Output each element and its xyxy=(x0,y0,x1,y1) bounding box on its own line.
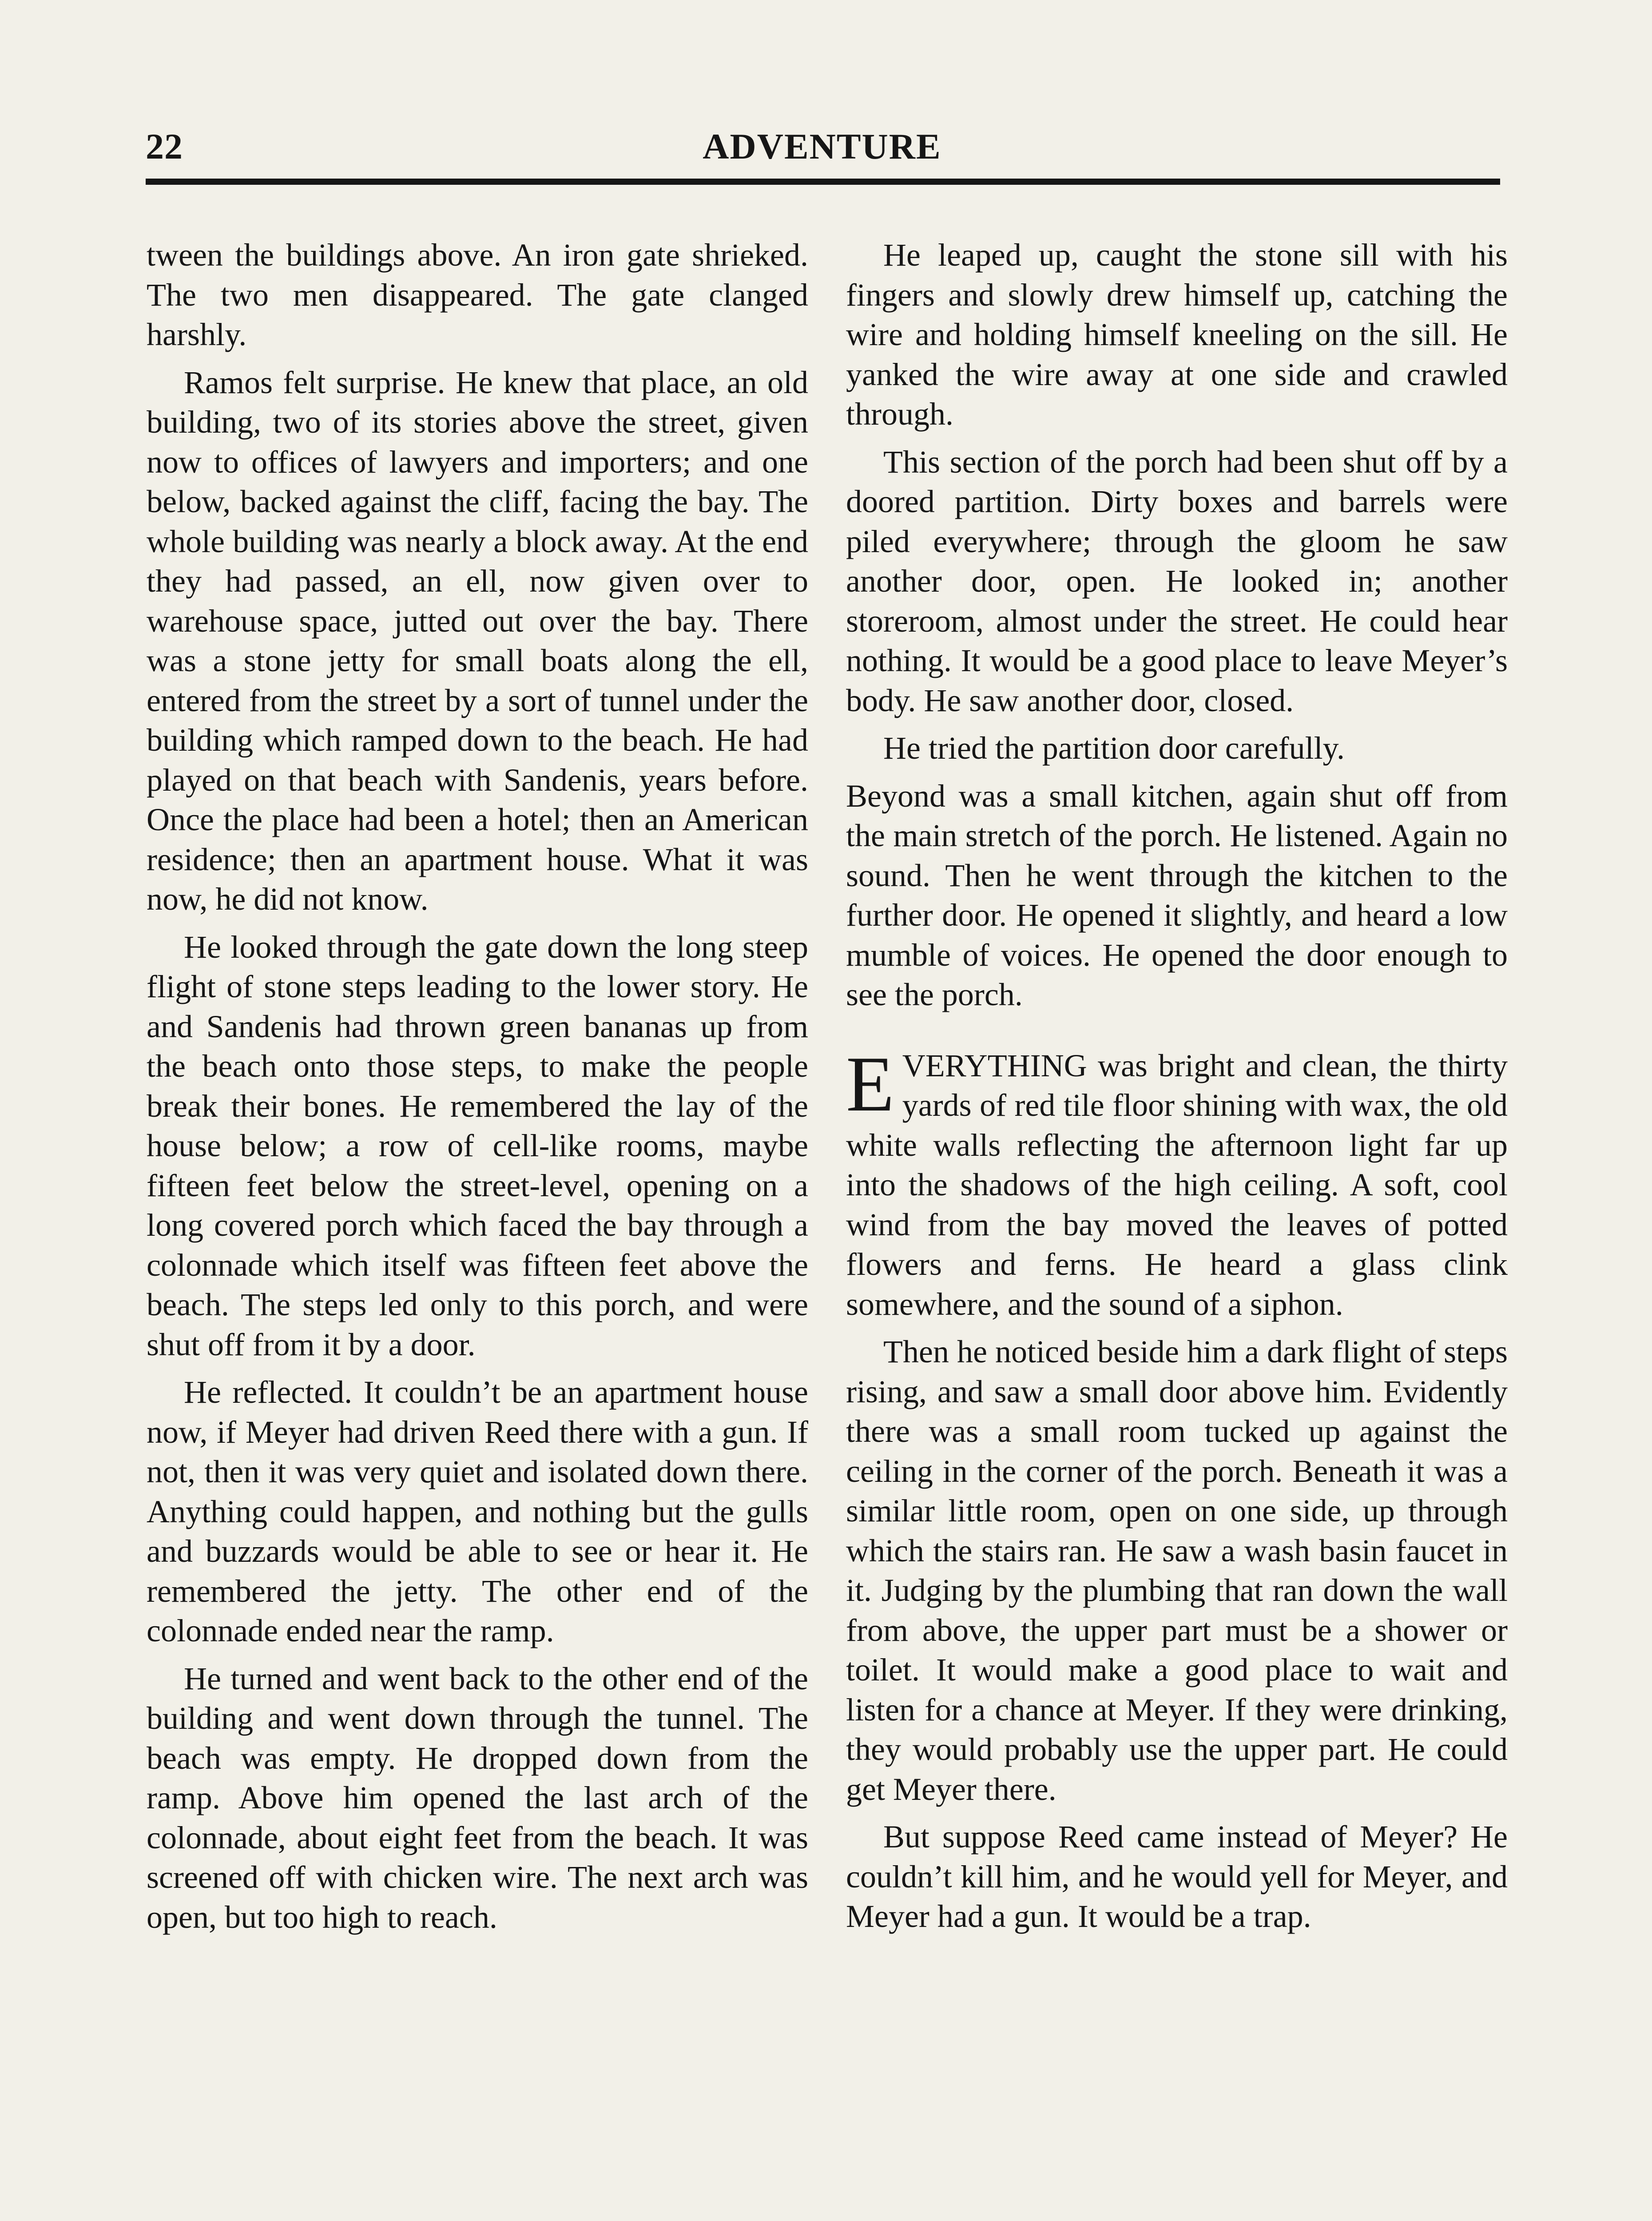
drop-cap: E xyxy=(846,1039,894,1128)
paragraph: He looked through the gate down the long steep flight of stone steps leading to the lower story. He and Sandenis had thrown green bananas up from the beach onto those steps, to make the people break their bones. He remembered the lay of the house below; a row of cell-like rooms, maybe fifteen feet below the street-level, opening on a long covered porch which faced the bay through a colonnade which itself was fifteen feet above the beach. The steps led only to this porch, and were shut off from it by a door. xyxy=(147,929,808,1362)
paragraph: Ramos felt surprise. He knew that place, an old building, two of its stories above the street, given now to offices of lawyers and importers; and one below, backed against the cliff, facing the bay. The whole building was nearly a block away. At the end they had passed, an ell, now given over to warehouse space, jutted out over the bay. There was a stone jetty for small boats along the ell, entered from the street by a sort of tunnel under the building which ramped down to the beach. He had played on that beach with Sandenis, years before. Once the place had been a hotel; then an American residence; then an apartment house. What it was now, he did not know. xyxy=(147,364,808,917)
section-opening-paragraph xyxy=(846,1039,1508,1325)
paragraph: Then he noticed beside him a dark flight of steps rising, and saw a small door above him. Evidently there was a small room tucked up against the ceiling in the corner of the porch. Beneath it was a similar little room, open on one side, up through which the stairs ran. He saw a wash basin faucet in it. Judging by the plumbing that ran down the wall from above, the upper part must be a shower or toilet. It would make a good place to wait and listen for a chance at Meyer. If they were drinking, they would probably use the upper part. He could get Meyer there. xyxy=(846,1334,1508,1807)
running-head: ADVENTURE xyxy=(703,126,941,167)
paragraph: He turned and went back to the other end of the building and went down through the tunnel. The beach was empty. He dropped down from the ramp. Above him opened the last arch of the colonnade, about eight feet from the beach. It was screened off with chicken wire. The next arch was open, but too high to reach. xyxy=(147,1660,808,1935)
paragraph: Beyond was a small kitchen, again shut off from the main stretch of the porch. He listened. Again no sound. Then he went through the kitchen to the further door. He opened it slightly, and heard a low mumble of voices. He opened the door enough to see the porch. xyxy=(846,778,1508,1012)
paragraph: He tried the partition door carefully. xyxy=(883,730,1345,766)
page-header xyxy=(146,113,1498,175)
paragraph: tween the buildings above. An iron gate shrieked. The two men disappeared. The gate clanged harshly. xyxy=(147,237,808,352)
paragraph: But suppose Reed came instead of Meyer? He couldn’t kill him, and he would yell for Meyer, and Meyer had a gun. It would be a trap. xyxy=(846,1819,1508,1934)
right-column xyxy=(846,235,1508,1945)
section-opening-text: VERYTHING was bright and clean, the thirty yards of red tile floor shining with wax, the old white walls reflecting the afternoon light far up into the shadows of the high ceiling. A soft, cool wind from the bay moved the leaves of potted flowers and ferns. He heard a glass clink somewhere, and the sound of a siphon. xyxy=(846,1047,1508,1322)
left-column xyxy=(147,235,808,1945)
page-number: 22 xyxy=(146,126,183,167)
paragraph: He leaped up, caught the stone sill with his fingers and slowly drew himself up, catching the wire and holding himself kneeling on the sill. He yanked the wire away at one side and crawled through. xyxy=(846,237,1508,432)
header-rule xyxy=(146,179,1500,185)
paragraph: He reflected. It couldn’t be an apartment house now, if Meyer had driven Reed there with a gun. If not, then it was very quiet and isolated down there. Anything could happen, and nothing but the gulls and buzzards would be able to see or hear it. He remembered the jetty. The other end of the colonnade ended near the ramp. xyxy=(147,1374,808,1648)
paragraph: This section of the porch had been shut off by a doored partition. Dirty boxes and barrels were piled everywhere; through the gloom he saw another door, open. He looked in; another storeroom, almost under the street. He could hear nothing. It would be a good place to leave Meyer’s body. He saw another door, closed. xyxy=(846,444,1508,718)
